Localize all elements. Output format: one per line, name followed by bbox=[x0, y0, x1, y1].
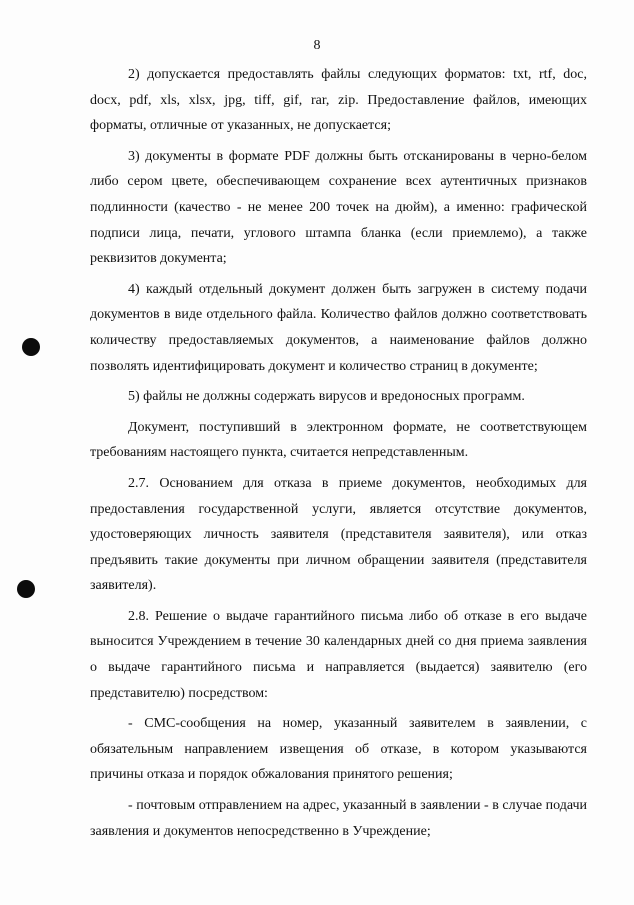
paragraph-section-2-8: 2.8. Решение о выдаче гарантийного письма либо об отказе в его выдаче выносится Учреждением в течение 30 календарных дней со дня приема заявления о выдаче гарантийного письма и направляется (выдается) заявителю (его представителю) посредством: bbox=[90, 608, 587, 701]
document-body bbox=[90, 62, 587, 849]
paragraph-section-2-7: 2.7. Основанием для отказа в приеме документов, необходимых для предоставления государственной услуги, является отсутствие документов, удостоверяющих личность заявителя (представителя заявителя), или отказ предъявить такие документы при личном обращении заявителя (представителя заявителя). bbox=[90, 475, 587, 594]
paragraph-pdf-scan-requirements: 3) документы в формате PDF должны быть отсканированы в черно-белом либо сером цвете, обеспечивающем сохранение всех аутентичных признаков подлинности (качество - не менее 200 точек на дюйм), а именно: графической подписи лица, печати, углового штампа бланка (если приемлемо), а также реквизитов документа; bbox=[90, 148, 587, 267]
punch-hole-mark bbox=[22, 338, 40, 356]
paragraph-no-viruses: 5) файлы не должны содержать вирусов и вредоносных программ. bbox=[128, 389, 525, 405]
page-number: 8 bbox=[313, 38, 321, 53]
punch-hole-mark bbox=[17, 580, 35, 598]
paragraph-postal-notification: - почтовым отправлением на адрес, указанный в заявлении - в случае подачи заявления и документов непосредственно в Учреждение; bbox=[90, 798, 587, 839]
paragraph-format-list: 2) допускается предоставлять файлы следующих форматов: txt, rtf, doc, docx, pdf, xls, xlsx, jpg, tiff, gif, rar, zip. Предоставление файлов, имеющих форматы, отличные от указанных, не допускается; bbox=[90, 67, 587, 134]
paragraph-sms-notification: - СМС-сообщения на номер, указанный заявителем в заявлении, с обязательным направлением извещения об отказе, в котором указываются причины отказа и порядок обжалования принятого решения; bbox=[90, 716, 587, 783]
paragraph-non-compliant-document: Документ, поступивший в электронном формате, не соответствующем требованиям настоящего пункта, считается непредставленным. bbox=[90, 419, 587, 461]
paragraph-separate-files: 4) каждый отдельный документ должен быть загружен в систему подачи документов в виде отдельного файла. Количество файлов должно соответствовать количеству предоставляемых документов, а наименование файлов должно позволять идентифицировать документ и количество страниц в документе; bbox=[90, 281, 587, 374]
